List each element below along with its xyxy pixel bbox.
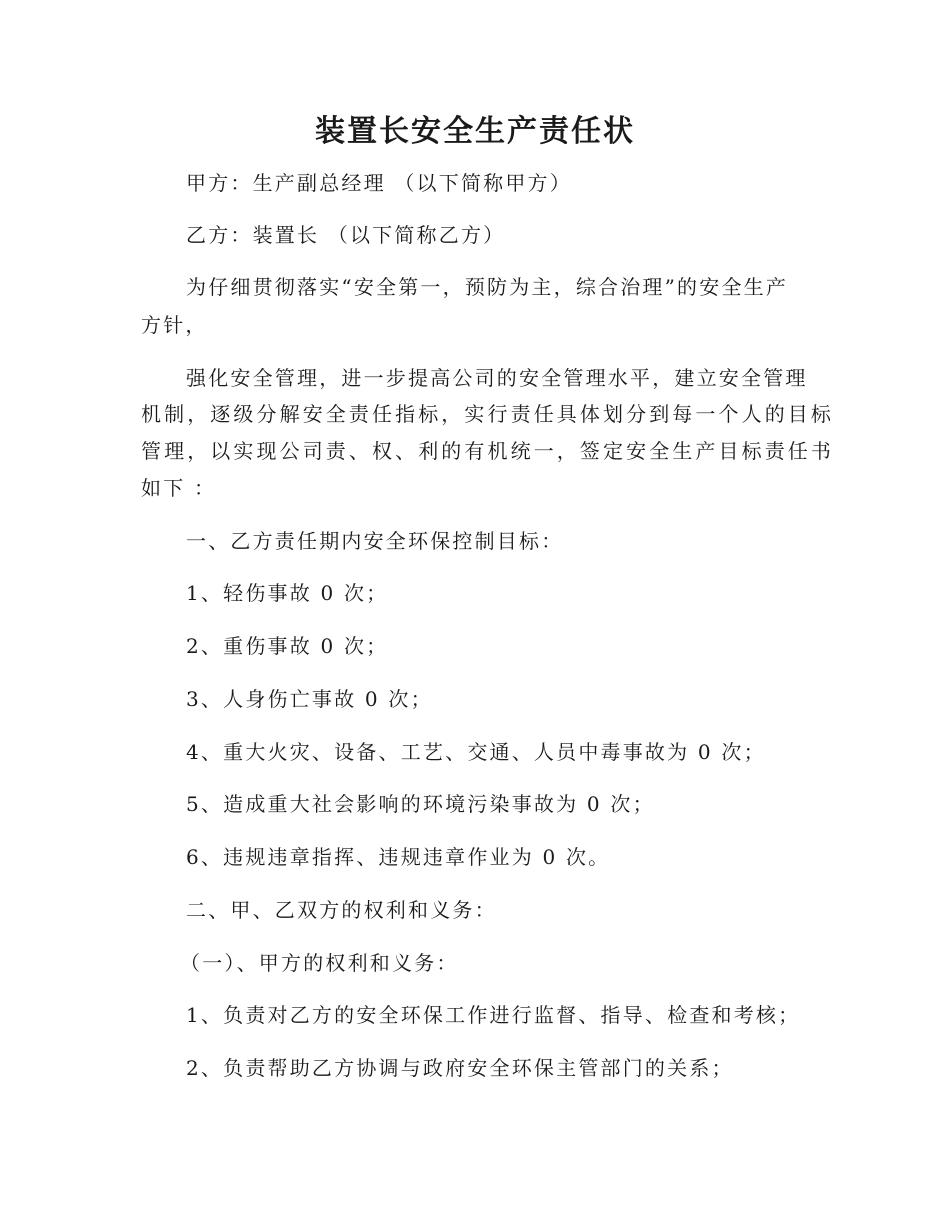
party-b-line: 乙方：装置长 （以下简称乙方）: [186, 223, 506, 247]
paragraph-line-1: 强化安全管理，进一步提高公司的安全管理水平，建立安全管理: [186, 366, 808, 390]
section-1-heading: 一、乙方责任期内安全环保控制目标：: [186, 529, 564, 553]
subsection-a-heading: （一）、甲方的权利和义务：: [180, 951, 459, 975]
target-item: 3、人身伤亡事故 0 次；: [186, 687, 433, 711]
duty-item: 2、负责帮助乙方协调与政府安全环保主管部门的关系；: [186, 1056, 734, 1080]
paragraph-line-3: 管理，以实现公司责、权、利的有机统一，签定安全生产目标责任书: [141, 439, 834, 463]
intro-line-1: 为仔细贯彻落实“安全第一，预防为主，综合治理”的安全生产: [186, 275, 789, 299]
party-a-line: 甲方：生产副总经理 （以下简称甲方）: [186, 171, 572, 195]
paragraph-line-2: 机制，逐级分解安全责任指标，实行责任具体划分到每一个人的目标: [141, 402, 834, 426]
document-title: 装置长安全生产责任状: [315, 114, 635, 149]
section-2-heading: 二、甲、乙双方的权利和义务：: [186, 898, 497, 922]
target-item: 4、重大火灾、设备、工艺、交通、人员中毒事故为 0 次；: [186, 740, 766, 764]
target-item: 1、轻伤事故 0 次；: [186, 581, 389, 605]
target-item: 2、重伤事故 0 次；: [186, 634, 389, 658]
paragraph-line-4: 如下 ：: [141, 476, 217, 500]
intro-line-2: 方针，: [141, 313, 208, 337]
duty-item: 1、负责对乙方的安全环保工作进行监督、指导、检查和考核；: [186, 1003, 801, 1027]
target-item: 5、造成重大社会影响的环境污染事故为 0 次；: [186, 792, 655, 816]
target-item: 6、违规违章指挥、违规违章作业为 0 次。: [186, 845, 611, 869]
